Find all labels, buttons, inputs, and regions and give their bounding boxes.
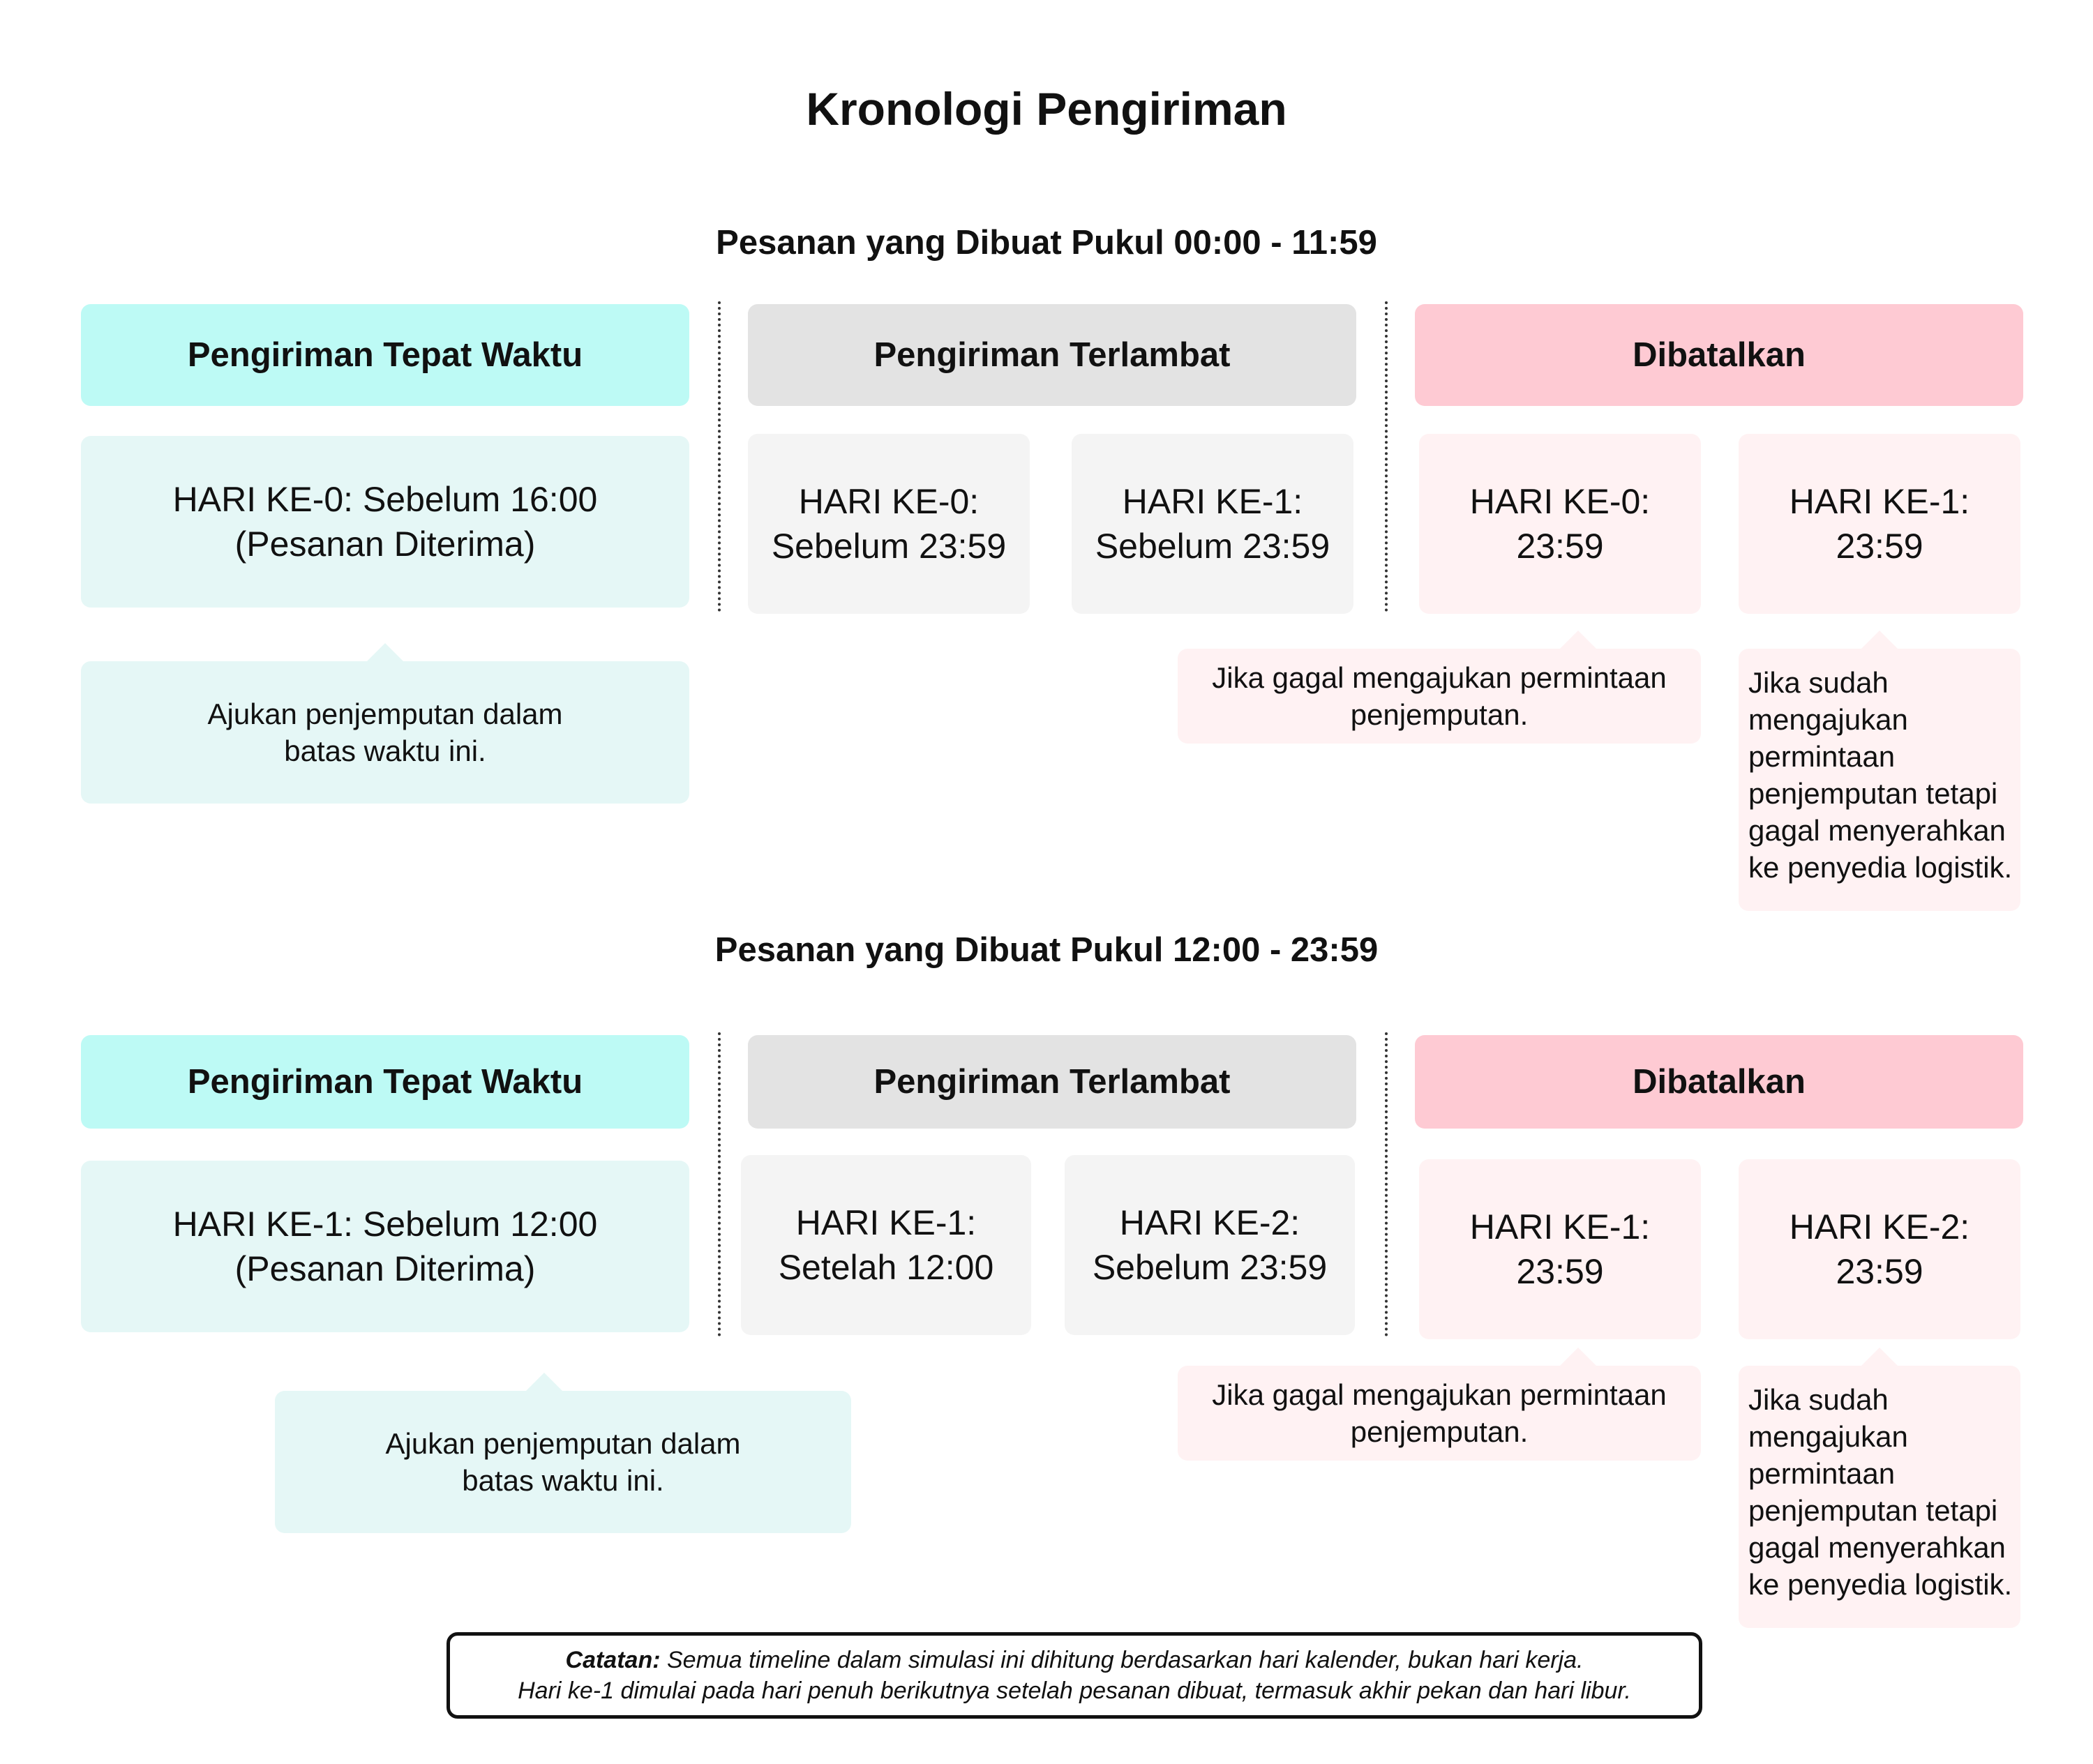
s1-cancel-note-2-pointer	[1860, 631, 1899, 650]
s2-late-box-2: HARI KE-2: Sebelum 23:59	[1065, 1155, 1355, 1335]
s2-ontime-note-pointer	[525, 1373, 564, 1392]
s2-cancel-header: Dibatalkan	[1415, 1035, 2023, 1129]
s1-cancel-note-1: Jika gagal mengajukan permintaan penjemputan.	[1178, 649, 1701, 744]
s2-cancel-note-1: Jika gagal mengajukan permintaan penjemputan.	[1178, 1366, 1701, 1461]
page-title: Kronologi Pengiriman	[806, 83, 1287, 135]
s1-divider-left	[718, 301, 721, 612]
footnote-label: Catatan:	[565, 1647, 661, 1673]
s2-cancel-note-2-pointer	[1860, 1348, 1899, 1367]
s2-late-header: Pengiriman Terlambat	[748, 1035, 1356, 1129]
s1-cancel-note-2: Jika sudah mengajukan permintaan penjemputan tetapi gagal menyerahkan ke penyedia logistik.	[1739, 649, 2020, 911]
s2-divider-right	[1385, 1032, 1388, 1336]
s2-cancel-note-2: Jika sudah mengajukan permintaan penjemputan tetapi gagal menyerahkan ke penyedia logistik.	[1739, 1366, 2020, 1628]
s2-divider-left	[718, 1032, 721, 1336]
s1-ontime-note-pointer	[366, 643, 405, 663]
s2-cancel-note-1-pointer	[1559, 1348, 1598, 1367]
s2-ontime-header: Pengiriman Tepat Waktu	[81, 1035, 689, 1129]
section-1-heading: Pesanan yang Dibuat Pukul 00:00 - 11:59	[716, 224, 1377, 262]
s1-cancel-header: Dibatalkan	[1415, 304, 2023, 406]
s1-ontime-note: Ajukan penjemputan dalam batas waktu ini.	[81, 661, 689, 804]
s2-cancel-box-2: HARI KE-2: 23:59	[1739, 1159, 2020, 1339]
s1-ontime-box: HARI KE-0: Sebelum 16:00 (Pesanan Diterima)	[81, 436, 689, 608]
s2-cancel-box-1: HARI KE-1: 23:59	[1419, 1159, 1701, 1339]
s1-cancel-box-1: HARI KE-0: 23:59	[1419, 434, 1701, 614]
footnote-line-1-text: Semua timeline dalam simulasi ini dihitung berdasarkan hari kalender, bukan hari kerja.	[660, 1647, 1584, 1673]
s2-ontime-box: HARI KE-1: Sebelum 12:00 (Pesanan Diterima)	[81, 1161, 689, 1332]
footnote	[447, 1632, 1702, 1719]
s1-cancel-note-1-pointer	[1559, 631, 1598, 650]
s1-late-box-2: HARI KE-1: Sebelum 23:59	[1072, 434, 1353, 614]
s2-late-box-1: HARI KE-1: Setelah 12:00	[741, 1155, 1031, 1335]
footnote-line-2: Hari ke-1 dimulai pada hari penuh berikutnya setelah pesanan dibuat, termasuk akhir pekan dan hari libur.	[518, 1678, 1631, 1704]
s1-divider-right	[1385, 301, 1388, 612]
s1-ontime-header: Pengiriman Tepat Waktu	[81, 304, 689, 406]
s2-ontime-note: Ajukan penjemputan dalam batas waktu ini.	[275, 1391, 851, 1533]
s1-cancel-box-2: HARI KE-1: 23:59	[1739, 434, 2020, 614]
s1-late-header: Pengiriman Terlambat	[748, 304, 1356, 406]
footnote-line-1	[566, 1645, 1584, 1675]
section-2-heading: Pesanan yang Dibuat Pukul 12:00 - 23:59	[714, 931, 1379, 969]
s1-late-box-1: HARI KE-0: Sebelum 23:59	[748, 434, 1030, 614]
